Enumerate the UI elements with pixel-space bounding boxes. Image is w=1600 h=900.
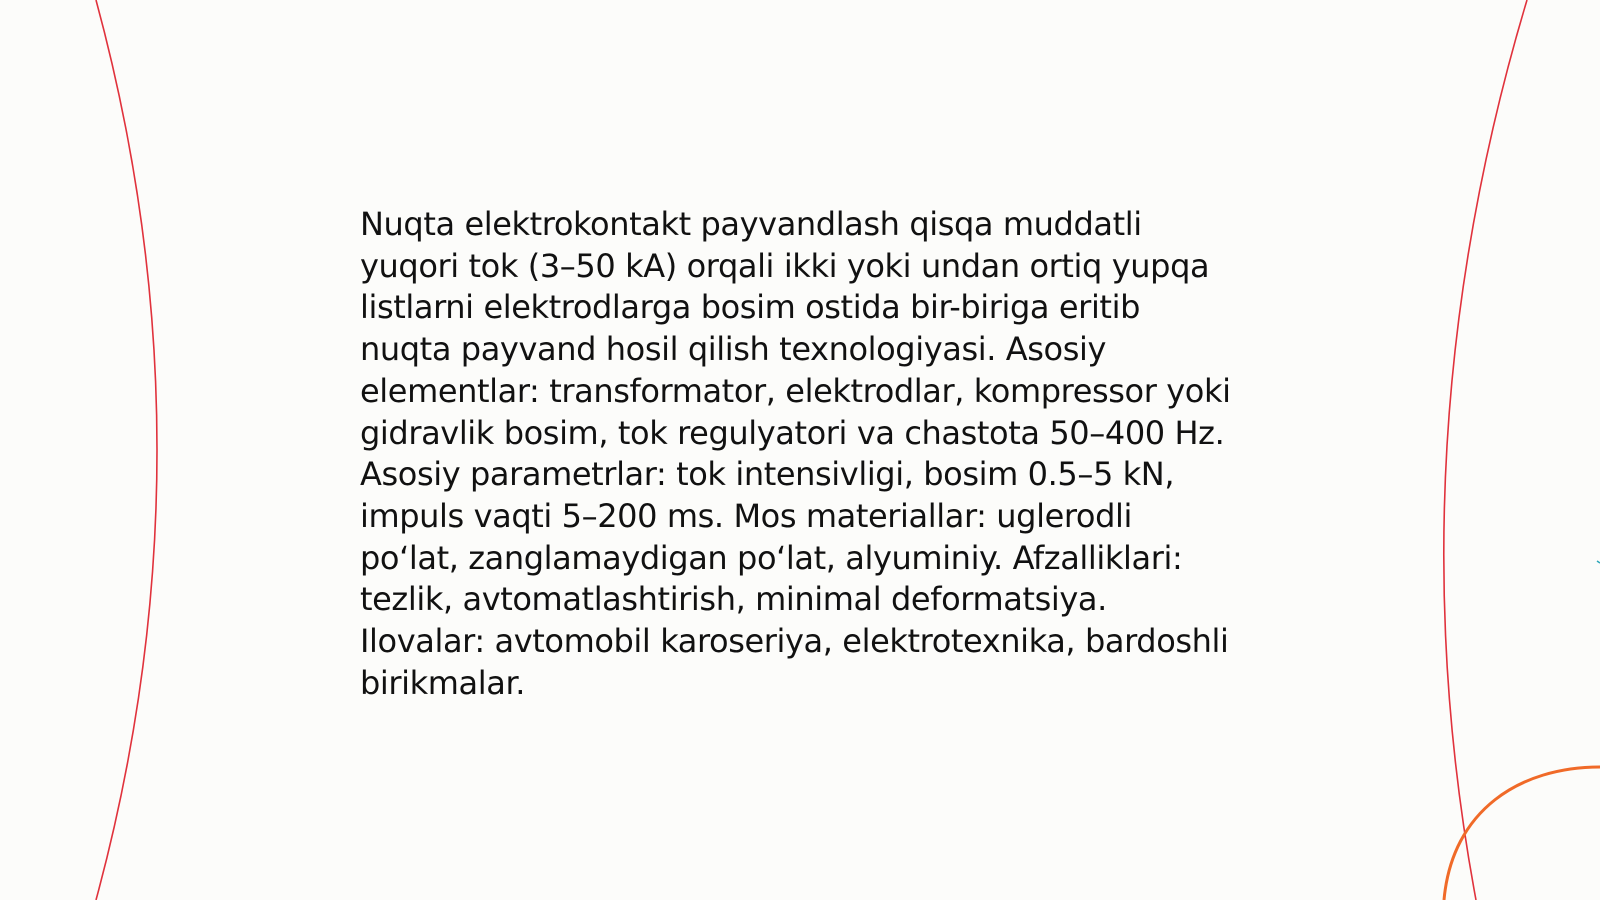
- slide-body-text: Nuqta elektrokontakt payvandlash qisqa muddatli yuqori tok (3–50 kA) orqali ikki yoki undan ortiq yupqa listlarni elektrodlarga bosim ostida bir-biriga eritib nuqta payvand hosil qilish texnologiyasi. Asosiy elementlar: transformator, elektrodlar, kompressor yoki gidravlik bosim, tok regulyatori va chastota 50–400 Hz. Asosiy parametrlar: tok intensivligi, bosim 0.5–5 kN, impuls vaqti 5–200 ms. Mos materiallar: uglerodli po‘lat, zanglamaydigan po‘lat, alyuminiy. Afzalliklari: tezlik, avtomatlashtirish, minimal deformatsiya. Ilovalar: avtomobil karoseriya, elektrotexnika, bardoshli birikmalar.: [360, 205, 1231, 702]
- right-red-arc: [1444, 0, 1527, 900]
- left-red-arc: [96, 0, 157, 900]
- orange-circle-arc: [1444, 767, 1600, 900]
